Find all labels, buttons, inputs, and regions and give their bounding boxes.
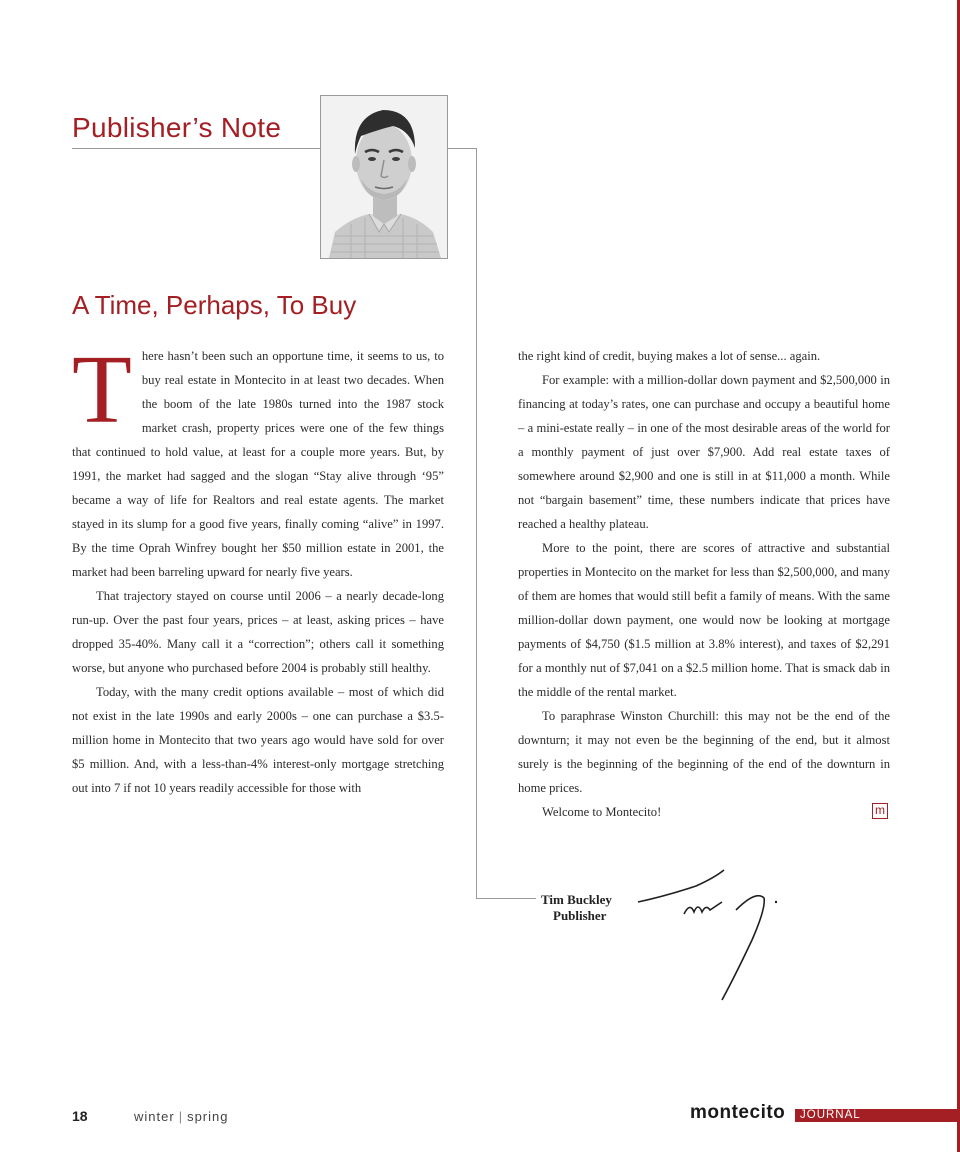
- handwritten-signature: [636, 862, 786, 1007]
- article-paragraph: [72, 336, 444, 584]
- section-title: Publisher’s Note: [72, 112, 282, 143]
- paragraph-text: here hasn’t been such an opportune time, it seems to us, to buy real estate in Montecito in at least two decades. When the boom of the late 1980s turned into the 1987 stock market crash, property prices were one of the few things that continued to hold value, at least for a couple more years. But, by 1991, the market had sagged and the slogan “Stay alive through ‘95” became a way of life for Realtors and real estate agents. The market stayed in its slump for a good five years, finally coming “alive” in 1997. By the time Oprah Winfrey bought her $50 million estate in 2001, the market had been barreling upward for nearly five years.: [72, 349, 444, 579]
- article-paragraph: That trajectory stayed on course until 2006 – a nearly decade-long run-up. Over the past four years, prices – at least, asking prices – have dropped 35-40%. Many call it a “correction”; others call it something worse, but anyone who purchased before 2004 is probably still healthy.: [72, 589, 444, 675]
- issue-label: [134, 1109, 229, 1124]
- brand-logo: montecito: [690, 1102, 786, 1123]
- article-paragraph: Welcome to Montecito!: [542, 805, 662, 819]
- publisher-photo: [320, 95, 448, 259]
- page-number: 18: [72, 1108, 88, 1124]
- portrait-image: [321, 96, 447, 258]
- article-column-right: [518, 344, 890, 824]
- signature-rule: [476, 898, 536, 899]
- issue-separator: |: [178, 1109, 184, 1124]
- article-paragraph: To paraphrase Winston Churchill: this may not be the end of the downturn; it may not even be the beginning of the end, but it almost surely is the beginning of the beginning of the end of the downturn in home prices.: [518, 709, 890, 795]
- article-paragraph: the right kind of credit, buying makes a lot of sense... again.: [518, 349, 821, 363]
- article-paragraph: Today, with the many credit options available – most of which did not exist in the late 1990s and early 2000s – one can purchase a $3.5-million home in Montecito that two years ago would have sold for over $5 million. And, with a less-than-4% interest-only mortgage stretching out into 7 if not 10 years readily accessible for those with: [72, 685, 444, 795]
- article-column-left: [72, 336, 444, 800]
- brand-logo-sub: JOURNAL: [800, 1109, 861, 1121]
- article-headline: A Time, Perhaps, To Buy: [72, 290, 357, 320]
- signer-name: Tim Buckley: [541, 892, 612, 907]
- article-paragraph: More to the point, there are scores of attractive and substantial properties in Montecito on the market for less than $2,500,000, and many of them are homes that would still befit a family of means. With the same million-dollar down payment, one would now be looking at mortgage payments of $4,750 ($1.5 million at 3.8% interest), and taxes of $2,291 for a monthly nut of $7,041 on a $2.5 million home. That is smack dab in the middle of the rental market.: [518, 541, 890, 699]
- end-mark-icon: m: [872, 803, 888, 819]
- article-paragraph: For example: with a million-dollar down payment and $2,500,000 in financing at today’s rates, one can purchase and occupy a beautiful home – a mini-estate really – in one of the most desirable areas of the world for a monthly payment of just over $7,900. Add real estate taxes of somewhere around $2,900 and one is still in at $11,000 a month. While not “bargain basement” time, these numbers indicate that prices have reached a healthy plateau.: [518, 373, 890, 531]
- signer-block: [541, 892, 612, 924]
- signer-role: Publisher: [553, 908, 607, 923]
- vertical-rule: [476, 148, 477, 899]
- drop-cap: T: [72, 336, 132, 444]
- issue-season-b: spring: [187, 1109, 229, 1124]
- issue-season-a: winter: [134, 1109, 175, 1124]
